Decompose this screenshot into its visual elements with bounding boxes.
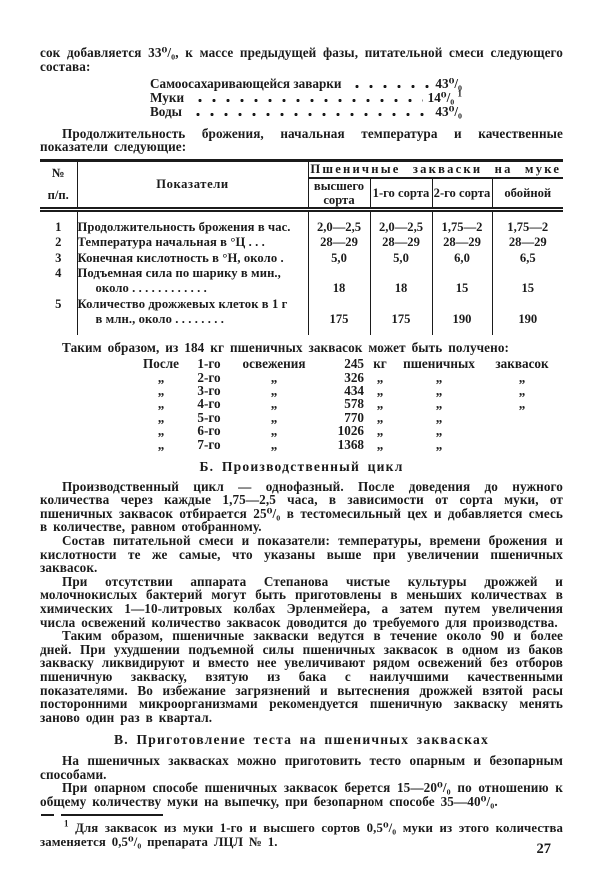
table-group-header-row [40,160,563,178]
col-header-indicators: Показатели [77,160,308,209]
col-header-grade-2: 1-го сорта [370,178,432,210]
col-group-header: Пшеничные закваски на муке [308,160,563,178]
recipe-item-value: 43⁰/₀ [435,103,462,119]
dot-leader [189,111,430,116]
footnote [40,819,563,849]
col-header-grade-4: обойной [492,178,563,210]
recipe-item-value: 43⁰/₀ [435,76,462,92]
section-v-paragraph: При опарном способе пшеничных заквасок берется 15—20⁰/₀ по отношению к общему количеству муки на выпечку, при безопарном способе 35—40⁰/₀. [40,780,563,809]
table-row: 4 Подъемная сила по шарику в мин., около . . . . . . . . . . . . 18 18 15 15 [40,266,563,297]
recipe-list [150,77,462,118]
page-number: 27 [536,841,551,857]
table-row: 3 Конечная кислотность в °Н, около . 5,0 5,0 6,0 6,5 [40,251,563,266]
recipe-item [150,88,462,105]
footnote-separator [41,814,563,816]
recipe-item [150,77,462,91]
section-v-paragraph: На пшеничных заквасках можно приготовить тесто опарным и безопарным способами. [40,752,563,782]
refresh-yield-list: После 1-го освежения 245 кг пшеничных заквасок „ 2-го „ 326 „ „ „ „ 3-го „ 434 „ „ „ „ 4-го „ 578 „ „ „ „ 5-го „ 770 „ „ „ 6-го „ 1026 „ „ „ 7-го „ 1368 „ „ [143,356,549,452]
recipe-item [150,105,462,119]
col-header-grade-3: 2-го сорта [432,178,492,210]
recipe-item-value: 14⁰/₀ $^1$ [427,88,462,105]
intro-paragraph: сок добавляется 33⁰/₀, к массе предыдущей фазы, питательной смеси следующего состава: [40,45,563,74]
footnote-text: Для заквасок из муки 1-го и высшего сортов 0,5⁰/₀ муки из этого количества заменяется 0,5⁰/₀ препарата ЛЦЛ № 1. [40,821,563,849]
footnote-marker: 1 [64,819,69,830]
section-v-heading: В. Приготовление теста на пшеничных заквасках [114,732,489,748]
recipe-item-label: Муки [150,89,185,105]
quality-indicators-table [40,159,563,335]
table-row: 2 Температура начальная в °Ц . . . 28—29 28—29 28—29 28—29 [40,235,563,250]
table-row: 1 Продолжительность брожения в час. 2,0—2,5 2,0—2,5 1,75—2 1,75—2 [40,209,563,235]
col-header-grade-1: высшего сорта [308,178,370,210]
thus-paragraph: Таким образом, из 184 кг пшеничных заквасок может быть получено: [62,339,510,355]
dot-leader [191,97,423,102]
table-row: 5 Количество дрожжевых клеток в 1 г в млн., около . . . . . . . . 175 175 190 190 [40,297,563,335]
footnote-ref: 1 [457,88,462,99]
table-intro-paragraph: Продолжительность брожения, начальная температура и качественные показатели следующие: [40,125,563,155]
section-b-paragraph: Таким образом, пшеничные закваски ведутся в течение около 90 и более дней. При ухудшении подъемной силы пшеничных заквасок в одном из баков закваску ликвидируют и вместо нее увеличивают рядом освежений без отборов пшеничную закваску, взятую из бака с наилучшими качественными показателями. Во избежание загрязнений и вытеснения дрожжей взятой расы посторонними микроорганизмами рекомендуется пшеничную закваску менять заново один раз в квартал. [40,628,563,725]
recipe-item-label: Самоосахаривающейся заварки [150,76,342,92]
section-b-heading: Б. Производственный цикл [199,459,404,475]
recipe-item-label: Воды [150,103,182,119]
dot-leader [348,83,430,88]
section-b-paragraph: При отсутствии аппарата Степанова чистые культуры дрожжей и молочнокислых бактерий могут быть приготовлены в меньших количествах в химических 1—10-литровых колбах Эрленмейера, а затем путем увеличения числа освежений количество заквасок доводится до требуемого для производства. [40,573,563,630]
col-header-num: № п/п. [40,160,77,209]
section-b-paragraph: Производственный цикл — однофазный. После доведения до нужного количества через каждые 1,75—2,5 часа, в зависимости от сорта муки, от пшеничных заквасок отбирается 25⁰/₀ в тестомесильный цех и добавляется смесь в количестве, равном отобранному. [40,478,563,535]
section-b-paragraph: Состав питательной смеси и показатели: температуры, времени брожения и кислотности те же самые, что указаны выше при увеличении пшеничных заквасок. [40,533,563,576]
